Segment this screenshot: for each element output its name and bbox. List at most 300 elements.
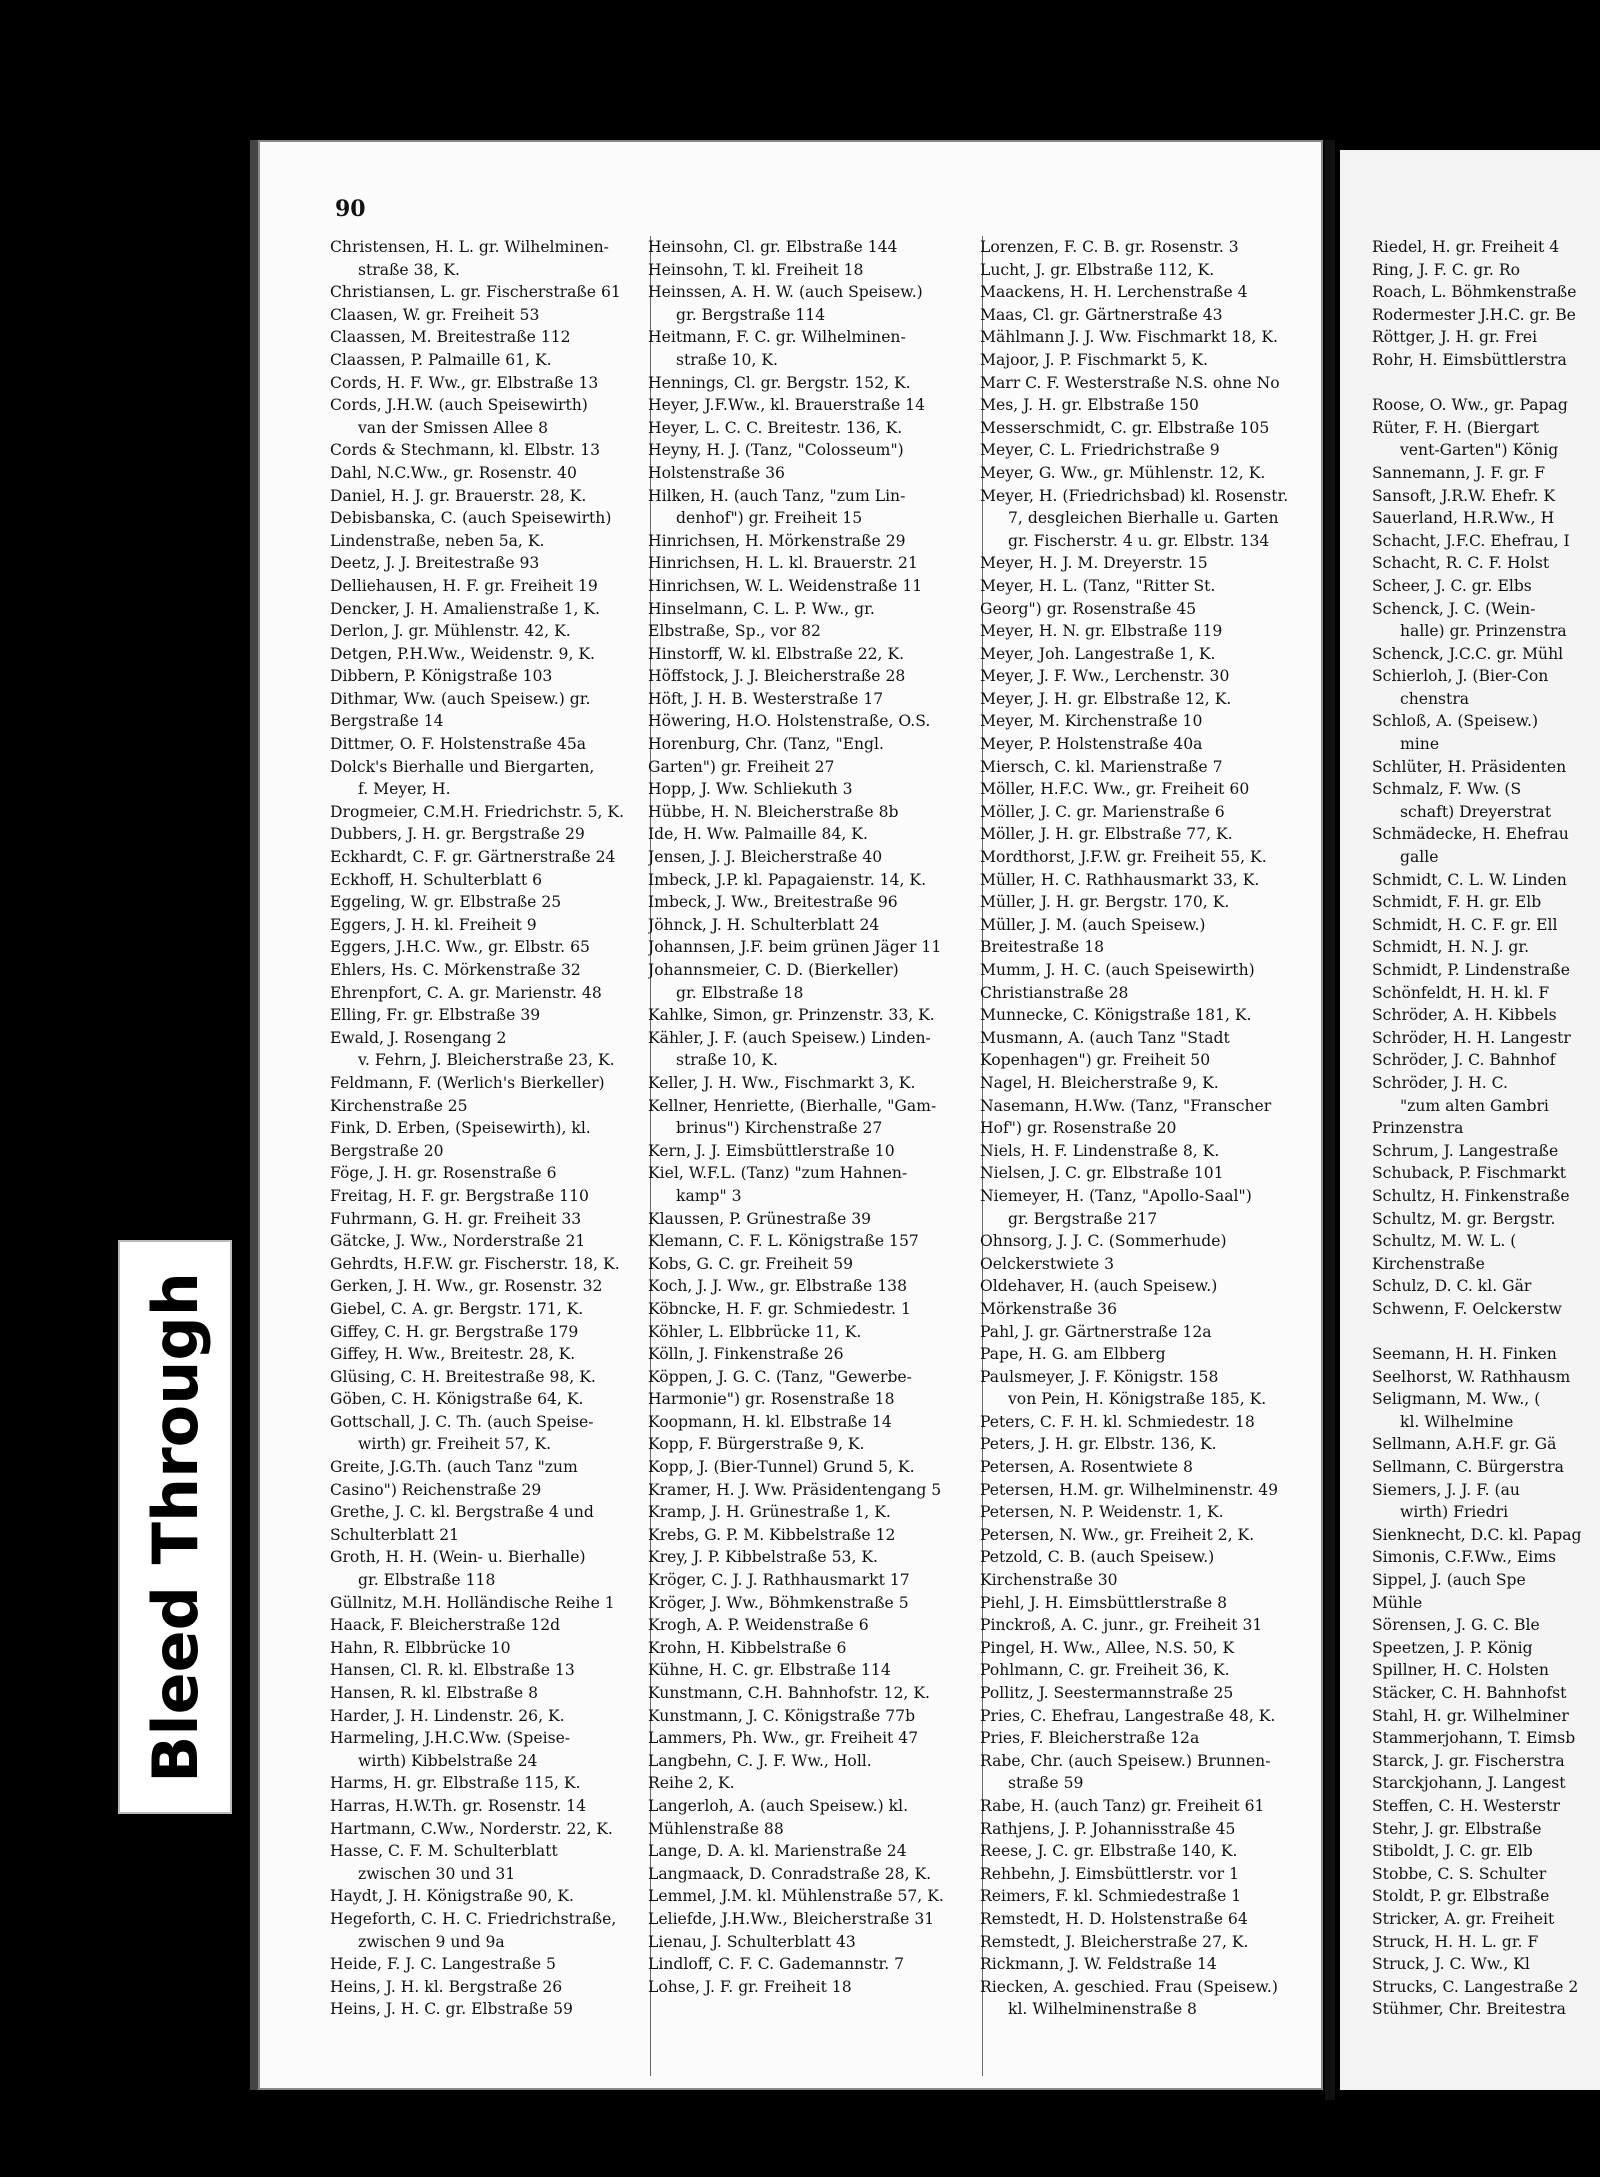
directory-entry-line: f. Meyer, H. — [358, 780, 451, 799]
directory-column-4 — [1372, 236, 1600, 2021]
directory-entry-line: Remstedt, J. Bleicherstraße 27, K. — [980, 1932, 1249, 1951]
directory-entry-line: Pollitz, J. Seestermannstraße 25 — [980, 1684, 1234, 1702]
directory-entry-line: Riedel, H. gr. Freiheit 4 — [1372, 238, 1560, 256]
directory-entry-line: Krebs, G. P. M. Kibbelstraße 12 — [648, 1525, 896, 1544]
directory-entry-line: Hilken, H. (auch Tanz, "zum Lin- — [648, 486, 906, 505]
directory-entry-line: Seelhorst, W. Rathhausm — [1372, 1367, 1571, 1386]
directory-entry-line: Garten") gr. Freiheit 27 — [648, 757, 835, 776]
directory-entry-line: Höwering, H.O. Holstenstraße, O.S. — [648, 712, 931, 731]
directory-entry-line: Möller, H.F.C. Ww., gr. Freiheit 60 — [980, 780, 1250, 799]
directory-entry-line: Remstedt, H. D. Holstenstraße 64 — [980, 1909, 1248, 1928]
directory-entry-line: Eckhoff, H. Schulterblatt 6 — [330, 870, 543, 889]
directory-entry-line: Schröder, A. H. Kibbels — [1372, 1006, 1557, 1025]
directory-entry-line: Seligmann, M. Ww., ( — [1372, 1390, 1541, 1409]
directory-entry-line: Lindloff, C. F. C. Gademannstr. 7 — [648, 1955, 905, 1974]
directory-entry-line: Schacht, J.F.C. Ehefrau, I — [1372, 531, 1570, 550]
directory-entry-line: Köbncke, H. F. gr. Schmiedestr. 1 — [648, 1299, 911, 1318]
directory-entry-line: Hahn, R. Elbbrücke 10 — [330, 1638, 511, 1657]
directory-entry-line: zwischen 30 und 31 — [358, 1864, 516, 1883]
directory-entry-line: Schulz, D. C. kl. Gär — [1372, 1277, 1532, 1296]
directory-entry-line: Lange, D. A. kl. Marienstraße 24 — [648, 1842, 907, 1861]
directory-entry-line: Casino") Reichenstraße 29 — [330, 1480, 542, 1499]
directory-entry-line: Daniel, H. J. gr. Brauerstr. 28, K. — [330, 486, 587, 505]
directory-entry-line: Meyer, G. Ww., gr. Mühlenstr. 12, K. — [980, 463, 1266, 482]
directory-entry-line: Meyer, H. L. (Tanz, "Ritter St. — [980, 576, 1216, 595]
directory-entry-line: Eggers, J. H. kl. Freiheit 9 — [330, 915, 537, 934]
directory-entry-line: von Pein, H. Königstraße 185, K. — [1008, 1390, 1267, 1409]
directory-entry-line: wirth) Friedri — [1400, 1503, 1509, 1522]
directory-entry-line: Glüsing, C. H. Breitestraße 98, K. — [330, 1367, 596, 1386]
directory-entry-line: Keller, J. H. Ww., Fischmarkt 3, K. — [648, 1073, 916, 1092]
directory-entry-line: Gätcke, J. Ww., Norderstraße 21 — [330, 1232, 586, 1251]
directory-entry-line: Schmidt, H. C. F. gr. Ell — [1372, 915, 1558, 934]
directory-entry-line: Koopmann, H. kl. Elbstraße 14 — [648, 1412, 892, 1431]
directory-entry-line: Ide, H. Ww. Palmaille 84, K. — [648, 825, 868, 844]
directory-entry-line: Hinrichsen, H. Mörkenstraße 29 — [648, 531, 906, 550]
directory-entry-line: Breitestraße 18 — [980, 938, 1105, 957]
directory-entry-line: Piehl, J. H. Eimsbüttlerstraße 8 — [980, 1593, 1228, 1612]
directory-entry-line: Prinzenstra — [1372, 1119, 1464, 1138]
directory-entry-line: Jensen, J. J. Bleicherstraße 40 — [648, 848, 883, 867]
directory-entry-line: Nielsen, J. C. gr. Elbstraße 101 — [980, 1164, 1224, 1183]
directory-entry-line: Rabe, Chr. (auch Speisew.) Brunnen- — [980, 1751, 1271, 1770]
directory-entry-line: Mühle — [1372, 1593, 1423, 1612]
directory-entry-line: Spillner, H. C. Holsten — [1372, 1661, 1549, 1680]
directory-entry-line: chenstra — [1400, 689, 1470, 708]
directory-entry-line: Möller, J. C. gr. Marienstraße 6 — [980, 802, 1225, 821]
directory-entry-line: Georg") gr. Rosenstraße 45 — [980, 599, 1197, 618]
directory-entry-line: Greite, J.G.Th. (auch Tanz "zum — [330, 1458, 578, 1477]
directory-entry-line: Seemann, H. H. Finken — [1372, 1345, 1557, 1364]
directory-entry-line: Lemmel, J.M. kl. Mühlenstraße 57, K. — [648, 1887, 944, 1906]
directory-entry-line: Pape, H. G. am Elbberg — [980, 1345, 1166, 1364]
directory-entry-line: Miersch, C. kl. Marienstraße 7 — [980, 757, 1223, 776]
directory-entry-line: Dibbern, P. Königstraße 103 — [330, 667, 553, 686]
directory-entry-line: Petersen, N. P. Weidenstr. 1, K. — [980, 1503, 1224, 1522]
directory-entry-line: Hennings, Cl. gr. Bergstr. 152, K. — [648, 373, 911, 392]
directory-entry-line: van der Smissen Allee 8 — [358, 418, 548, 437]
directory-entry-line: Elbstraße, Sp., vor 82 — [648, 622, 821, 641]
directory-entry-line: Müller, J. H. gr. Bergstr. 170, K. — [980, 893, 1230, 912]
directory-entry-line: Bergstraße 20 — [330, 1141, 444, 1160]
directory-entry-line: Kröger, C. J. J. Rathhausmarkt 17 — [648, 1571, 910, 1590]
directory-entry-line: Stoldt, P. gr. Elbstraße — [1372, 1887, 1550, 1906]
directory-entry-line: Leliefde, J.H.Ww., Bleicherstraße 31 — [648, 1909, 935, 1928]
directory-entry-line: kamp" 3 — [676, 1186, 742, 1205]
directory-entry-line: Groth, H. H. (Wein- u. Bierhalle) — [330, 1548, 586, 1567]
directory-entry-line: Claassen, P. Palmaille 61, K. — [330, 350, 552, 369]
directory-entry-line: Schwenn, F. Oelckerstw — [1372, 1299, 1562, 1318]
directory-entry-line: Kern, J. J. Eimsbüttlerstraße 10 — [648, 1141, 895, 1160]
directory-entry-line: Harmonie") gr. Rosenstraße 18 — [648, 1390, 895, 1409]
directory-entry-line: Claasen, W. gr. Freiheit 53 — [330, 305, 540, 324]
directory-entry-line: Kölln, J. Finkenstraße 26 — [648, 1345, 844, 1364]
directory-entry-line: Heinsohn, T. kl. Freiheit 18 — [648, 260, 864, 279]
directory-entry-line: Struck, J. C. Ww., Kl — [1372, 1955, 1530, 1974]
directory-entry-line: Langbehn, C. J. F. Ww., Holl. — [648, 1751, 872, 1770]
directory-entry-line — [1372, 372, 1600, 395]
directory-entry-line: Dittmer, O. F. Holstenstraße 45a — [330, 735, 587, 754]
directory-entry-line: Petersen, H.M. gr. Wilhelminenstr. 49 — [980, 1480, 1279, 1499]
directory-entry-line: Munnecke, C. Königstraße 181, K. — [980, 1006, 1252, 1025]
directory-entry-line: Starckjohann, J. Langest — [1372, 1774, 1566, 1793]
directory-entry-line: vent-Garten") König — [1400, 441, 1559, 460]
directory-entry-line: Deetz, J. J. Breitestraße 93 — [330, 554, 540, 573]
directory-entry-line: Ewald, J. Rosengang 2 — [330, 1028, 507, 1047]
directory-entry-line: Lohse, J. F. gr. Freiheit 18 — [648, 1977, 852, 1996]
directory-entry-line: Lucht, J. gr. Elbstraße 112, K. — [980, 260, 1215, 279]
directory-entry-line: Drogmeier, C.M.H. Friedrichstr. 5, K. — [330, 802, 625, 821]
directory-entry-line: Petzold, C. B. (auch Speisew.) — [980, 1548, 1215, 1567]
directory-entry-line: Kunstmann, C.H. Bahnhofstr. 12, K. — [648, 1684, 930, 1702]
directory-entry-line: Schuback, P. Fischmarkt — [1372, 1164, 1566, 1183]
directory-entry-line: Marr C. F. Westerstraße N.S. ohne No — [980, 373, 1280, 392]
directory-entry-line: Rickmann, J. W. Feldstraße 14 — [980, 1955, 1217, 1974]
directory-entry-line: Dubbers, J. H. gr. Bergstraße 29 — [330, 825, 585, 844]
directory-entry-line: Pahl, J. gr. Gärtnerstraße 12a — [980, 1322, 1212, 1341]
directory-entry-line: Stehr, J. gr. Elbstraße — [1372, 1819, 1542, 1838]
directory-entry-line: Köppen, J. G. C. (Tanz, "Gewerbe- — [648, 1367, 912, 1386]
directory-entry-line: Hegeforth, C. H. C. Friedrichstraße, — [330, 1909, 617, 1928]
directory-entry-line: Delliehausen, H. F. gr. Freiheit 19 — [330, 576, 598, 595]
directory-entry-line: Peters, C. F. H. kl. Schmiedestr. 18 — [980, 1412, 1255, 1431]
directory-entry-line: Stiboldt, J. C. gr. Elb — [1372, 1842, 1533, 1861]
directory-entry-line: Schmidt, P. Lindenstraße — [1372, 961, 1570, 979]
directory-entry-line: Schröder, J. H. C. — [1372, 1073, 1508, 1092]
directory-entry-line: Sellmann, C. Bürgerstra — [1372, 1458, 1564, 1477]
directory-entry-line: Kunstmann, J. C. Königstraße 77b — [648, 1706, 916, 1725]
directory-entry-line: Meyer, Joh. Langestraße 1, K. — [980, 644, 1216, 663]
directory-entry-line: mine — [1400, 735, 1440, 754]
directory-entry-line: Hansen, Cl. R. kl. Elbstraße 13 — [330, 1661, 575, 1680]
directory-entry-line: Messerschmidt, C. gr. Elbstraße 105 — [980, 418, 1270, 437]
directory-entry-line: Heitmann, F. C. gr. Wilhelminen- — [648, 328, 906, 347]
directory-entry-line: Sannemann, J. F. gr. F — [1372, 463, 1546, 482]
directory-entry-line: Derlon, J. gr. Mühlenstr. 42, K. — [330, 622, 571, 641]
directory-entry-line: Pingel, H. Ww., Allee, N.S. 50, K — [980, 1638, 1235, 1657]
directory-entry-line: Starck, J. gr. Fischerstra — [1372, 1751, 1565, 1770]
directory-entry-line: Jöhnck, J. H. Schulterblatt 24 — [648, 915, 880, 934]
directory-entry-line: Dahl, N.C.Ww., gr. Rosenstr. 40 — [330, 463, 577, 482]
directory-entry-line: Mumm, J. H. C. (auch Speisewirth) — [980, 961, 1255, 979]
directory-entry-line: Fuhrmann, G. H. gr. Freiheit 33 — [330, 1209, 582, 1228]
watermark-label: Bleed Through — [138, 1271, 212, 1783]
directory-entry-line: Schmalz, F. Ww. (S — [1372, 780, 1522, 799]
directory-entry-line: Reimers, F. kl. Schmiedestraße 1 — [980, 1887, 1242, 1906]
directory-entry-line: Schierloh, J. (Bier-Con — [1372, 667, 1549, 686]
directory-entry-line: denhof") gr. Freiheit 15 — [676, 509, 863, 528]
directory-entry-line: Musmann, A. (auch Tanz "Stadt — [980, 1028, 1230, 1047]
directory-entry-line: Giebel, C. A. gr. Bergstr. 171, K. — [330, 1299, 584, 1318]
directory-entry-line: Schrum, J. Langestraße — [1372, 1141, 1559, 1160]
directory-entry-line: Meyer, M. Kirchenstraße 10 — [980, 712, 1203, 731]
directory-entry-line: Rohr, H. Eimsbüttlerstra — [1372, 350, 1567, 369]
directory-entry-line: Dencker, J. H. Amalienstraße 1, K. — [330, 599, 600, 618]
directory-entry-line: Roach, L. Böhmkenstraße — [1372, 283, 1577, 302]
directory-entry-line: Majoor, J. P. Fischmarkt 5, K. — [980, 350, 1208, 369]
directory-entry-line: Heins, J. H. kl. Bergstraße 26 — [330, 1977, 563, 1996]
directory-entry-line: Reese, J. C. gr. Elbstraße 140, K. — [980, 1842, 1238, 1861]
directory-entry-line: Nagel, H. Bleicherstraße 9, K. — [980, 1073, 1219, 1092]
directory-entry-line: wirth) gr. Freiheit 57, K. — [358, 1435, 552, 1454]
watermark-card — [118, 1240, 232, 1814]
directory-entry-line: Cords & Stechmann, kl. Elbstr. 13 — [330, 441, 601, 460]
directory-entry-line: Johannsen, J.F. beim grünen Jäger 11 — [648, 938, 942, 957]
directory-entry-line: Haack, F. Bleicherstraße 12d — [330, 1616, 561, 1635]
directory-entry-line: wirth) Kibbelstraße 24 — [358, 1751, 538, 1770]
directory-entry-line: Petersen, N. Ww., gr. Freiheit 2, K. — [980, 1525, 1255, 1544]
directory-entry-line: Meyer, C. L. Friedrichstraße 9 — [980, 441, 1220, 460]
directory-entry-line: Heins, J. H. C. gr. Elbstraße 59 — [330, 2000, 573, 2019]
directory-entry-line: Freitag, H. F. gr. Bergstraße 110 — [330, 1186, 589, 1205]
directory-entry-line: Harder, J. H. Lindenstr. 26, K. — [330, 1706, 565, 1725]
directory-entry-line: Roose, O. Ww., gr. Papag — [1372, 396, 1568, 415]
directory-entry-line: Kobs, G. C. gr. Freiheit 59 — [648, 1254, 854, 1273]
directory-entry-line: Harras, H.W.Th. gr. Rosenstr. 14 — [330, 1796, 586, 1815]
directory-entry-line: Kähler, J. F. (auch Speisew.) Linden- — [648, 1028, 931, 1047]
directory-entry-line: Koch, J. J. Ww., gr. Elbstraße 138 — [648, 1277, 907, 1296]
directory-entry-line: Klemann, C. F. L. Königstraße 157 — [648, 1232, 919, 1251]
directory-entry-line: Heinssen, A. H. W. (auch Speisew.) — [648, 283, 923, 302]
directory-entry-line: Niels, H. F. Lindenstraße 8, K. — [980, 1141, 1220, 1160]
directory-entry-line: Pinckroß, A. C. junr., gr. Freiheit 31 — [980, 1616, 1263, 1635]
directory-entry-line: Meyer, J. F. Ww., Lerchenstr. 30 — [980, 667, 1230, 686]
directory-entry-line: Paulsmeyer, J. F. Königstr. 158 — [980, 1367, 1219, 1386]
directory-entry-line: Ring, J. F. C. gr. Ro — [1372, 260, 1520, 279]
directory-entry-line: Feldmann, F. (Werlich's Bierkeller) — [330, 1073, 605, 1092]
directory-entry-line: Schröder, H. H. Langestr — [1372, 1028, 1571, 1047]
directory-entry-line: Schmidt, F. H. gr. Elb — [1372, 893, 1542, 912]
directory-entry-line: Schultz, H. Finkenstraße — [1372, 1186, 1570, 1205]
directory-entry-line: Kirchenstraße 25 — [330, 1096, 468, 1115]
directory-entry-line: Ohnsorg, J. J. C. (Sommerhude) — [980, 1232, 1227, 1251]
directory-entry-line: Reihe 2, K. — [648, 1774, 735, 1793]
directory-entry-line: straße 10, K. — [676, 350, 778, 369]
directory-entry-line: Oldehaver, H. (auch Speisew.) — [980, 1277, 1218, 1296]
directory-entry-line: straße 10, K. — [676, 1051, 778, 1070]
directory-entry-line: Schönfeldt, H. H. kl. F — [1372, 983, 1550, 1002]
directory-entry-line: Haydt, J. H. Königstraße 90, K. — [330, 1887, 574, 1906]
directory-entry-line: straße 38, K. — [358, 260, 460, 279]
directory-entry-line: Köhler, L. Elbbrücke 11, K. — [648, 1322, 862, 1341]
directory-entry-line: Kramer, H. J. Ww. Präsidentengang 5 — [648, 1480, 942, 1499]
directory-entry-line: Pries, F. Bleicherstraße 12a — [980, 1729, 1200, 1748]
directory-entry-line: Eggeling, W. gr. Elbstraße 25 — [330, 893, 562, 912]
directory-entry-line: Meyer, J. H. gr. Elbstraße 12, K. — [980, 689, 1232, 708]
directory-entry-line: Kopp, J. (Bier-Tunnel) Grund 5, K. — [648, 1458, 915, 1477]
directory-entry-line: Hartmann, C.Ww., Norderstr. 22, K. — [330, 1819, 613, 1838]
directory-entry-line: Petersen, A. Rosentwiete 8 — [980, 1458, 1193, 1477]
directory-entry-line: Schenck, J. C. (Wein- — [1372, 599, 1536, 618]
directory-entry-line: gr. Elbstraße 18 — [676, 983, 804, 1002]
directory-entry-line: Hinstorff, W. kl. Elbstraße 22, K. — [648, 644, 905, 663]
directory-entry-line: Höft, J. H. B. Westerstraße 17 — [648, 689, 884, 708]
directory-entry-line: Hinrichsen, W. L. Weidenstraße 11 — [648, 576, 923, 595]
directory-entry-line: Pohlmann, C. gr. Freiheit 36, K. — [980, 1661, 1230, 1680]
directory-entry-line: Hansen, R. kl. Elbstraße 8 — [330, 1684, 539, 1702]
directory-entry-line: Föge, J. H. gr. Rosenstraße 6 — [330, 1164, 557, 1183]
directory-entry-line: kl. Wilhelminenstraße 8 — [1008, 2000, 1197, 2019]
directory-entry-line: Schloß, A. (Speisew.) — [1372, 712, 1539, 731]
directory-entry-line: galle — [1400, 848, 1439, 867]
directory-entry-line: Heinsohn, Cl. gr. Elbstraße 144 — [648, 238, 898, 256]
directory-entry-line: Pries, C. Ehefrau, Langestraße 48, K. — [980, 1706, 1276, 1725]
directory-entry-line: Oelckerstwiete 3 — [980, 1254, 1115, 1273]
directory-entry-line: gr. Fischerstr. 4 u. gr. Elbstr. 134 — [1008, 531, 1270, 550]
directory-entry-line: Sellmann, A.H.F. gr. Gä — [1372, 1435, 1557, 1454]
directory-entry-line: Heyer, J.F.Ww., kl. Brauerstraße 14 — [648, 396, 926, 415]
directory-entry-line: Harms, H. gr. Elbstraße 115, K. — [330, 1774, 581, 1793]
directory-entry-line: gr. Bergstraße 114 — [676, 305, 826, 324]
directory-entry-line: Imbeck, J. Ww., Breitestraße 96 — [648, 893, 898, 912]
directory-entry-line: Stobbe, C. S. Schulter — [1372, 1864, 1547, 1883]
directory-entry-line: Röttger, J. H. gr. Frei — [1372, 328, 1538, 347]
directory-entry-line: Mählmann J. J. Ww. Fischmarkt 18, K. — [980, 328, 1278, 347]
directory-entry-line: Meyer, P. Holstenstraße 40a — [980, 735, 1203, 754]
directory-entry-line: Sauerland, H.R.Ww., H — [1372, 509, 1555, 528]
directory-entry-line: Mühlenstraße 88 — [648, 1819, 784, 1838]
directory-entry-line: Hof") gr. Rosenstraße 20 — [980, 1119, 1177, 1138]
directory-entry-line: Gerken, J. H. Ww., gr. Rosenstr. 32 — [330, 1277, 603, 1296]
directory-entry-line: Dolck's Bierhalle und Biergarten, — [330, 757, 595, 776]
directory-entry-line: Mes, J. H. gr. Elbstraße 150 — [980, 396, 1199, 415]
directory-entry-line: Langerloh, A. (auch Speisew.) kl. — [648, 1796, 909, 1815]
directory-entry-line: Maas, Cl. gr. Gärtnerstraße 43 — [980, 305, 1223, 324]
directory-entry-line: Christianstraße 28 — [980, 983, 1129, 1002]
directory-entry-line: brinus") Kirchenstraße 27 — [676, 1119, 883, 1138]
directory-entry-line: Gehrdts, H.F.W. gr. Fischerstr. 18, K. — [330, 1254, 620, 1273]
directory-entry-line: Hübbe, H. N. Bleicherstraße 8b — [648, 802, 899, 821]
directory-entry-line: Schmidt, H. N. J. gr. — [1372, 938, 1530, 957]
directory-entry-line: Struck, H. H. L. gr. F — [1372, 1932, 1539, 1951]
directory-entry-line: Maackens, H. H. Lerchenstraße 4 — [980, 283, 1248, 302]
directory-entry-line: Riecken, A. geschied. Frau (Speisew.) — [980, 1977, 1278, 1996]
directory-entry-line: Müller, J. M. (auch Speisew.) — [980, 915, 1206, 934]
directory-entry-line: Sörensen, J. G. C. Ble — [1372, 1616, 1540, 1635]
directory-entry-line: Simonis, C.F.Ww., Eims — [1372, 1548, 1557, 1567]
directory-entry-line: Heyer, L. C. C. Breitestr. 136, K. — [648, 418, 903, 437]
directory-entry-line: Debisbanska, C. (auch Speisewirth) — [330, 509, 612, 528]
directory-entry-line — [1372, 1321, 1600, 1344]
directory-entry-line: Rabe, H. (auch Tanz) gr. Freiheit 61 — [980, 1796, 1265, 1815]
page-number: 90 — [335, 196, 366, 222]
directory-entry-line: Sienknecht, D.C. kl. Papag — [1372, 1525, 1582, 1544]
directory-entry-line: Schacht, R. C. F. Holst — [1372, 554, 1550, 573]
directory-entry-line: Lindenstraße, neben 5a, K. — [330, 531, 545, 550]
directory-entry-line: Kiel, W.F.L. (Tanz) "zum Hahnen- — [648, 1164, 908, 1183]
directory-entry-line: Claassen, M. Breitestraße 112 — [330, 328, 571, 347]
directory-entry-line: Grethe, J. C. kl. Bergstraße 4 und — [330, 1503, 594, 1522]
directory-entry-line: Meyer, H. J. M. Dreyerstr. 15 — [980, 554, 1208, 573]
directory-entry-line: Heide, F. J. C. Langestraße 5 — [330, 1955, 556, 1974]
directory-entry-line: Güllnitz, M.H. Holländische Reihe 1 — [330, 1593, 615, 1612]
directory-entry-line: Höffstock, J. J. Bleicherstraße 28 — [648, 667, 906, 686]
directory-entry-line: Niemeyer, H. (Tanz, "Apollo-Saal") — [980, 1186, 1252, 1205]
directory-entry-line: Rodermester J.H.C. gr. Be — [1372, 305, 1576, 324]
directory-entry-line: Mörkenstraße 36 — [980, 1299, 1117, 1318]
directory-entry-line: Fink, D. Erben, (Speisewirth), kl. — [330, 1119, 591, 1138]
directory-entry-line: Schultz, M. gr. Bergstr. — [1372, 1209, 1556, 1228]
directory-entry-line: Christiansen, L. gr. Fischerstraße 61 — [330, 283, 621, 302]
directory-entry-line: Kahlke, Simon, gr. Prinzenstr. 33, K. — [648, 1006, 935, 1025]
directory-entry-line: Stricker, A. gr. Freiheit — [1372, 1909, 1555, 1928]
directory-entry-line: Klaussen, P. Grünestraße 39 — [648, 1209, 872, 1228]
directory-entry-line: Lammers, Ph. Ww., gr. Freiheit 47 — [648, 1729, 919, 1748]
directory-entry-line: Göben, C. H. Königstraße 64, K. — [330, 1390, 584, 1409]
directory-entry-line: Holstenstraße 36 — [648, 463, 785, 482]
directory-entry-line: Kirchenstraße — [1372, 1254, 1485, 1273]
directory-entry-line: Kopp, F. Bürgerstraße 9, K. — [648, 1435, 865, 1454]
directory-entry-line: Kühne, H. C. gr. Elbstraße 114 — [648, 1661, 891, 1680]
directory-entry-line: halle) gr. Prinzenstra — [1400, 622, 1567, 641]
directory-entry-line: Elling, Fr. gr. Elbstraße 39 — [330, 1006, 541, 1025]
directory-column-3 — [980, 236, 1313, 2021]
directory-entry-line: Kramp, J. H. Grünestraße 1, K. — [648, 1503, 891, 1522]
directory-entry-line: Schulterblatt 21 — [330, 1525, 460, 1544]
directory-entry-line: Horenburg, Chr. (Tanz, "Engl. — [648, 735, 884, 754]
page-gutter — [1325, 140, 1335, 2100]
directory-entry-line: Speetzen, J. P. König — [1372, 1638, 1533, 1657]
directory-entry-line: Giffey, H. Ww., Breitestr. 28, K. — [330, 1345, 576, 1364]
directory-entry-line: Siemers, J. J. F. (au — [1372, 1480, 1520, 1499]
directory-entry-line: Scheer, J. C. gr. Elbs — [1372, 576, 1532, 595]
directory-entry-line: Eckhardt, C. F. gr. Gärtnerstraße 24 — [330, 848, 616, 867]
directory-entry-line: Kopenhagen") gr. Freiheit 50 — [980, 1051, 1211, 1070]
directory-entry-line: Strucks, C. Langestraße 2 — [1372, 1977, 1579, 1996]
directory-entry-line: Meyer, H. N. gr. Elbstraße 119 — [980, 622, 1223, 641]
directory-entry-line: Möller, J. H. gr. Elbstraße 77, K. — [980, 825, 1233, 844]
directory-entry-line: Cords, J.H.W. (auch Speisewirth) — [330, 396, 588, 415]
directory-entry-line: Eggers, J.H.C. Ww., gr. Elbstr. 65 — [330, 938, 590, 957]
directory-entry-line: Bergstraße 14 — [330, 712, 444, 731]
directory-entry-line: Rüter, F. H. (Biergart — [1372, 418, 1539, 437]
directory-entry-line: Lienau, J. Schulterblatt 43 — [648, 1932, 856, 1951]
directory-entry-line: Sansoft, J.R.W. Ehefr. K — [1372, 486, 1556, 505]
directory-entry-line: Peters, J. H. gr. Elbstr. 136, K. — [980, 1435, 1217, 1454]
directory-entry-line: kl. Wilhelmine — [1400, 1412, 1514, 1431]
directory-entry-line: "zum alten Gambri — [1400, 1096, 1549, 1115]
directory-entry-line: Harmeling, J.H.C.Ww. (Speise- — [330, 1729, 571, 1748]
directory-entry-line: Schultz, M. W. L. ( — [1372, 1232, 1517, 1251]
watermark-panel — [0, 0, 250, 2177]
directory-column-2 — [648, 236, 975, 1998]
directory-entry-line: Nasemann, H.Ww. (Tanz, "Franscher — [980, 1096, 1272, 1115]
directory-entry-line: Imbeck, J.P. kl. Papagaienstr. 14, K. — [648, 870, 927, 889]
directory-entry-line: Heyny, H. J. (Tanz, "Colosseum") — [648, 441, 904, 460]
directory-entry-line: zwischen 9 und 9a — [358, 1932, 505, 1951]
directory-entry-line: Kellner, Henriette, (Bierhalle, "Gam- — [648, 1096, 937, 1115]
directory-entry-line: gr. Elbstraße 118 — [358, 1571, 496, 1590]
directory-entry-line: 7, desgleichen Bierhalle u. Garten — [1008, 509, 1279, 528]
directory-entry-line: Giffey, C. H. gr. Bergstraße 179 — [330, 1322, 579, 1341]
directory-entry-line: Lorenzen, F. C. B. gr. Rosenstr. 3 — [980, 238, 1239, 256]
directory-entry-line: Schlüter, H. Präsidenten — [1372, 757, 1567, 776]
directory-entry-line: Ehlers, Hs. C. Mörkenstraße 32 — [330, 961, 581, 979]
directory-entry-line: Hopp, J. Ww. Schliekuth 3 — [648, 780, 853, 799]
directory-entry-line: Hasse, C. F. M. Schulterblatt — [330, 1842, 558, 1861]
directory-entry-line: Christensen, H. L. gr. Wilhelminen- — [330, 238, 609, 256]
directory-entry-line: v. Fehrn, J. Bleicherstraße 23, K. — [358, 1051, 615, 1070]
directory-entry-line: Rehbehn, J. Eimsbüttlerstr. vor 1 — [980, 1864, 1240, 1883]
directory-entry-line: Gottschall, J. C. Th. (auch Speise- — [330, 1412, 594, 1431]
directory-entry-line: Krey, J. P. Kibbelstraße 53, K. — [648, 1548, 878, 1567]
directory-entry-line: Schenck, J.C.C. gr. Mühl — [1372, 644, 1564, 663]
directory-entry-line: Krogh, A. P. Weidenstraße 6 — [648, 1616, 869, 1635]
directory-entry-line: Johannsmeier, C. D. (Bierkeller) — [648, 961, 899, 979]
directory-entry-line: Stammerjohann, T. Eimsb — [1372, 1729, 1576, 1748]
directory-entry-line: Sippel, J. (auch Spe — [1372, 1571, 1526, 1590]
directory-entry-line: straße 59 — [1008, 1774, 1084, 1793]
